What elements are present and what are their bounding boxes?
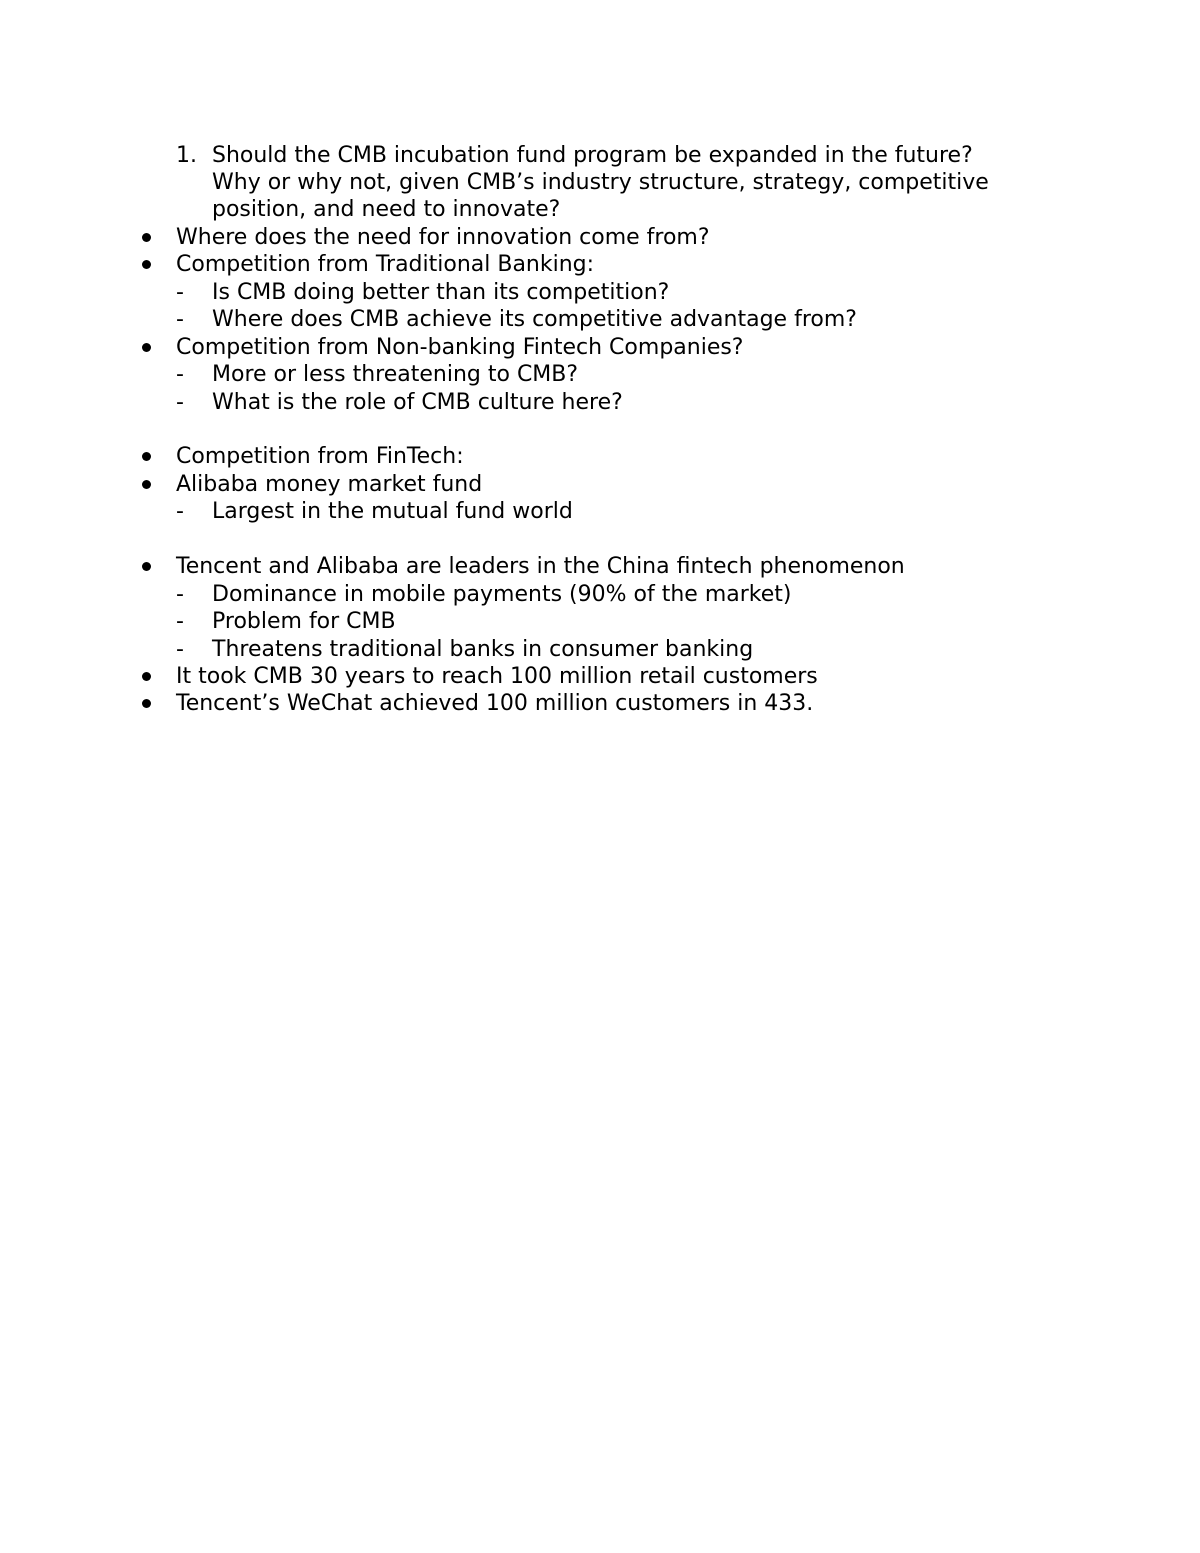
bullet-icon (142, 699, 151, 708)
numbered-item-line: position, and need to innovate? (212, 197, 561, 222)
bullet-icon (142, 480, 151, 489)
numbered-item-line: Why or why not, given CMB’s industry structure, strategy, competitive (212, 170, 989, 195)
bullet-icon (142, 452, 151, 461)
bullet-item: Competition from FinTech: (176, 444, 464, 469)
sub-item: Dominance in mobile payments (90% of the market) (212, 582, 792, 607)
sub-item: Threatens traditional banks in consumer banking (212, 637, 754, 662)
bullet-item: Tencent and Alibaba are leaders in the China fintech phenomenon (176, 554, 905, 579)
numbered-item-line: Should the CMB incubation fund program be expanded in the future? (212, 143, 973, 168)
dash-icon: - (176, 307, 184, 332)
list-number: 1. (176, 143, 197, 168)
dash-icon: - (176, 280, 184, 305)
bullet-icon (142, 562, 151, 571)
bullet-icon (142, 672, 151, 681)
sub-item: What is the role of CMB culture here? (212, 390, 623, 415)
bullet-item: It took CMB 30 years to reach 100 million retail customers (176, 664, 818, 689)
dash-icon: - (176, 582, 184, 607)
dash-icon: - (176, 362, 184, 387)
sub-item: Is CMB doing better than its competition? (212, 280, 670, 305)
sub-item: More or less threatening to CMB? (212, 362, 579, 387)
bullet-item: Competition from Traditional Banking: (176, 252, 595, 277)
bullet-icon (142, 260, 151, 269)
sub-item: Largest in the mutual fund world (212, 499, 573, 524)
bullet-icon (142, 233, 151, 242)
dash-icon: - (176, 637, 184, 662)
sub-item: Problem for CMB (212, 609, 396, 634)
dash-icon: - (176, 499, 184, 524)
bullet-item: Where does the need for innovation come from? (176, 225, 710, 250)
dash-icon: - (176, 390, 184, 415)
bullet-item: Alibaba money market fund (176, 472, 483, 497)
bullet-icon (142, 343, 151, 352)
bullet-item: Competition from Non-banking Fintech Companies? (176, 335, 744, 360)
bullet-item: Tencent’s WeChat achieved 100 million customers in 433. (176, 691, 814, 716)
sub-item: Where does CMB achieve its competitive advantage from? (212, 307, 857, 332)
dash-icon: - (176, 609, 184, 634)
